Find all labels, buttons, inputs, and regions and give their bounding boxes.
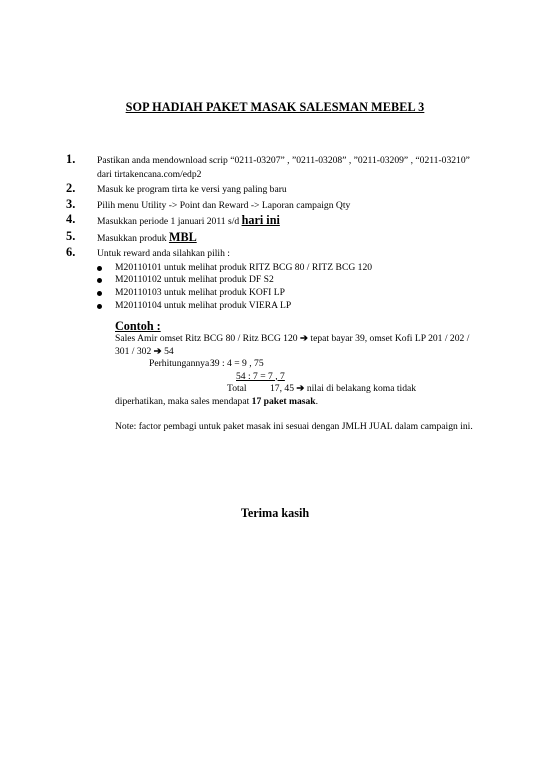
bullet-text: M20110101 untuk melihat produk RITZ BCG 80 / RITZ BCG 120 [115,261,373,273]
step-item-6 [66,247,476,313]
calculation-line-2 [115,371,475,384]
total-value [270,383,416,396]
step-number: 3. [66,196,76,211]
step-text: Masukkan produk [97,232,169,244]
closing-text: Terima kasih [240,506,310,520]
step-item-1 [66,154,476,181]
step-number: 6. [66,245,76,259]
arrow-right-icon: ➔ [153,345,162,357]
calculation-line-1 [115,358,475,371]
example-text: 54 [161,345,174,357]
bullet-text: M20110102 untuk melihat produk DF S2 [115,274,274,286]
step-number: 4. [66,212,76,226]
example-section [115,319,475,434]
arrow-right-icon: ➔ [296,383,305,394]
step-item-4 [66,214,476,229]
list-item [97,287,476,300]
bullet-icon [97,304,102,309]
total-text: nilai di belakang koma tidak [304,383,417,394]
example-paragraph [115,333,475,358]
step-item-2 [66,183,476,197]
steps-list [66,154,476,315]
list-item [97,262,476,275]
bullet-icon [97,266,102,271]
calculation-label: Perhitungannya : [149,358,215,369]
step-number: 1. [66,152,76,166]
step-text: Untuk reward anda silahkan pilih : [97,248,230,259]
example-text: tepat bayar 39, omset Kofi LP 201 / 202 / 301 / 302 [115,333,470,357]
bullet-icon [97,278,102,283]
step-number: 5. [66,228,76,243]
calculation-value: 54 : 7 = 7 , 7 [236,370,285,382]
step-number: 2. [66,181,76,195]
bullet-text: M20110103 untuk melihat produk KOFI LP [115,287,285,299]
calculation-value: 39 : 4 = 9 , 75 [210,358,264,369]
total-text-continued: diperhatikan, maka sales mendapat [115,395,252,407]
arrow-right-icon: ➔ [299,333,308,344]
total-end: . [315,395,319,407]
example-text: Sales Amir omset Ritz BCG 80 / Ritz BCG 120 [115,333,300,344]
step-text: Pilih menu Utility -> Point dan Reward -> Laporan campaign Qty [97,199,351,211]
step-item-3 [66,196,476,213]
note-paragraph: Note: factor pembagi untuk paket masak ini sesuai dengan JMLH JUAL dalam campaign ini. [115,421,473,432]
total-label: Total [227,383,247,394]
total-number: 17, 45 [270,383,297,394]
list-item [97,300,476,313]
step-emphasis: MBL [168,229,197,244]
example-heading: Contoh : [115,319,161,333]
document-title: SOP HADIAH PAKET MASAK SALESMAN MEBEL 3 [125,100,425,114]
reward-bullet-list [97,262,476,313]
step-emphasis: hari ini [241,213,280,227]
bullet-icon [97,291,102,296]
total-line [115,383,475,396]
total-result: 17 paket masak [251,395,316,407]
list-item [97,274,476,287]
step-text: Pastikan anda mendownload scrip “0211-03207” , ”0211-03208” , ”0211-03209” , “0211-03210” dari tirtakencana.com/edp2 [97,155,470,180]
total-continuation [115,396,475,409]
step-item-5 [66,228,476,246]
step-text: Masuk ke program tirta ke versi yang paling baru [97,184,287,195]
bullet-text: M20110104 untuk melihat produk VIERA LP [115,299,292,311]
step-text: Masukkan periode 1 januari 2011 s/d [97,216,242,227]
